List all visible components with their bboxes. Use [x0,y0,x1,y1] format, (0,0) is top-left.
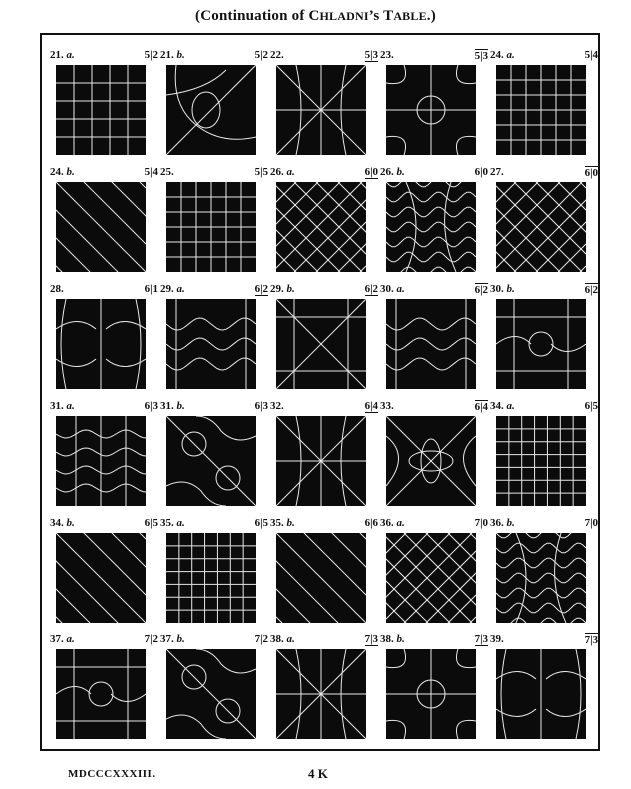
chladni-plate [276,533,366,623]
nodal-pattern [166,182,256,272]
chladni-plate [166,649,256,739]
figure-number: 32. [270,400,284,412]
chladni-plate [386,65,476,155]
mode-number: 7|0 [474,517,488,529]
nodal-pattern [56,416,146,506]
mode-number: 7|2 [144,633,158,645]
figure-number: 27. [490,166,504,178]
figure-number: 26. b. [380,166,405,178]
figure-cell [160,166,270,284]
mode-number: 6|5 [144,517,158,529]
figure-cell [490,517,600,635]
nodal-pattern [386,65,476,155]
chladni-plate [496,182,586,272]
figure-number: 23. [380,49,394,61]
chladni-plate [496,416,586,506]
figure-cell [160,49,270,167]
figure-number: 21. a. [50,49,75,61]
mode-number: 6|5 [254,517,268,529]
chladni-plate [276,649,366,739]
chladni-plate [386,649,476,739]
figure-cell [490,633,600,751]
figure-table-frame [40,33,600,751]
nodal-pattern [386,182,476,272]
chladni-plate [386,182,476,272]
mode-number: 6|3 [254,400,268,412]
chladni-plate [56,65,146,155]
figure-number: 33. [380,400,394,412]
chladni-plate [276,416,366,506]
mode-number: 5|2 [254,49,268,61]
chladni-plate [166,299,256,389]
figure-cell [270,166,380,284]
mode-number: 7|3 [584,634,598,646]
mode-number: 5|3 [474,50,488,62]
figure-cell [270,633,380,751]
figure-number: 22. [270,49,284,61]
figure-cell [160,633,270,751]
figure-cell [270,49,380,167]
nodal-pattern [56,533,146,623]
nodal-pattern [496,182,586,272]
nodal-pattern [496,649,586,739]
figure-number: 36. a. [380,517,405,529]
chladni-plate [276,65,366,155]
mode-number: 5|4 [584,49,598,61]
figure-cell [160,400,270,518]
figure-cell [50,49,160,167]
nodal-pattern [166,533,256,623]
figure-cell [160,283,270,401]
figure-cell [490,166,600,284]
mode-number: 6|6 [364,517,378,529]
figure-number: 28. [50,283,64,295]
nodal-pattern [386,533,476,623]
figure-number: 37. a. [50,633,75,645]
chladni-plate [386,416,476,506]
figure-number: 24. b. [50,166,75,178]
nodal-pattern [166,299,256,389]
figure-number: 36. b. [490,517,515,529]
chladni-plate [496,299,586,389]
mode-number: 6|0 [474,166,488,178]
figure-number: 29. a. [160,283,185,295]
figure-cell [270,517,380,635]
mode-number: 5|2 [144,49,158,61]
nodal-pattern [386,649,476,739]
footer-year: MDCCCXXXIII. [68,768,156,780]
mode-number: 6|0 [584,167,598,179]
chladni-plate [166,533,256,623]
footer-signature: 4 K [308,766,328,781]
mode-number: 6|2 [474,284,488,296]
nodal-pattern [276,182,366,272]
figure-cell [270,283,380,401]
nodal-pattern [56,65,146,155]
mode-number: 6|0 [364,166,378,178]
nodal-pattern [386,299,476,389]
figure-cell [270,400,380,518]
chladni-plate [276,182,366,272]
figure-number: 24. a. [490,49,515,61]
figure-cell [50,166,160,284]
figure-number: 31. a. [50,400,75,412]
mode-number: 6|1 [144,283,158,295]
figure-number: 35. a. [160,517,185,529]
figure-number: 35. b. [270,517,295,529]
mode-number: 6|2 [364,283,378,295]
chladni-plate [56,649,146,739]
figure-number: 34. b. [50,517,75,529]
mode-number: 6|4 [474,401,488,413]
mode-number: 6|4 [364,400,378,412]
chladni-plate [56,182,146,272]
figure-cell [490,49,600,167]
chladni-plate [496,65,586,155]
page-title: (Continuation of CHLADNI’s TABLE.) [195,8,436,24]
figure-cell [380,49,490,167]
mode-number: 5|5 [254,166,268,178]
figure-number: 34. a. [490,400,515,412]
nodal-pattern [166,65,256,155]
figure-cell [160,517,270,635]
figure-cell [380,400,490,518]
nodal-pattern [56,649,146,739]
mode-number: 5|3 [364,49,378,61]
nodal-pattern [56,182,146,272]
nodal-pattern [496,299,586,389]
mode-number: 6|2 [584,284,598,296]
nodal-pattern [386,416,476,506]
figure-number: 21. b. [160,49,185,61]
chladni-plate [166,416,256,506]
nodal-pattern [496,533,586,623]
chladni-plate [166,182,256,272]
figure-cell [490,283,600,401]
chladni-plate [56,416,146,506]
mode-number: 7|3 [364,633,378,645]
figure-number: 38. a. [270,633,295,645]
nodal-pattern [496,65,586,155]
figure-number: 31. b. [160,400,185,412]
mode-number: 6|2 [254,283,268,295]
chladni-plate [56,299,146,389]
nodal-pattern [276,65,366,155]
figure-cell [380,517,490,635]
nodal-pattern [276,533,366,623]
nodal-pattern [166,649,256,739]
figure-cell [380,283,490,401]
mode-number: 7|2 [254,633,268,645]
mode-number: 7|0 [584,517,598,529]
chladni-plate [386,533,476,623]
figure-cell [50,400,160,518]
chladni-plate [276,299,366,389]
figure-number: 38. b. [380,633,405,645]
nodal-pattern [166,416,256,506]
figure-number: 39. [490,633,504,645]
figure-cell [490,400,600,518]
mode-number: 5|4 [144,166,158,178]
chladni-plate [166,65,256,155]
figure-cell [50,633,160,751]
nodal-pattern [496,416,586,506]
figure-cell [380,166,490,284]
mode-number: 6|5 [584,400,598,412]
figure-number: 37. b. [160,633,185,645]
figure-cell [50,517,160,635]
mode-number: 6|3 [144,400,158,412]
figure-number: 29. b. [270,283,295,295]
nodal-pattern [276,416,366,506]
nodal-pattern [276,299,366,389]
nodal-pattern [276,649,366,739]
figure-number: 30. b. [490,283,515,295]
chladni-plate [496,533,586,623]
chladni-plate [56,533,146,623]
nodal-pattern [56,299,146,389]
figure-cell [50,283,160,401]
figure-number: 25. [160,166,174,178]
chladni-plate [496,649,586,739]
chladni-plate [386,299,476,389]
figure-number: 26. a. [270,166,295,178]
figure-cell [380,633,490,751]
figure-number: 30. a. [380,283,405,295]
mode-number: 7|3 [474,633,488,645]
